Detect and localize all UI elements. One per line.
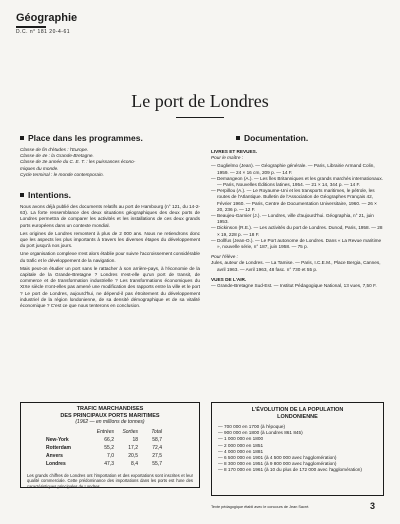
square-bullet-icon: [20, 193, 24, 197]
list-item: — 2 000 000 en 1851: [218, 442, 264, 448]
programme-line: miques du monde.: [20, 165, 59, 171]
intentions-paragraph: Nous avons déjà publié des documents relatifs au port de Hambourg (n° 121, du 14-2-63). La forte ressemblance des deux situations géographiques des deux ports de Londres permettra de comparer les activités et les installations de ces deux grands ports européens dans un contexte mondial.: [20, 204, 200, 228]
programme-line: Classe de 4e : la Grande-Bretagne.: [20, 153, 94, 159]
table-row: [45, 444, 163, 452]
section-programmes-heading: Place dans les programmes.: [20, 133, 200, 143]
list-item: — 4 000 000 en 1881: [218, 448, 264, 454]
square-bullet-icon: [236, 136, 240, 140]
reference-code: D.C. n° 181 20-4-61: [16, 29, 71, 35]
table-cell: 8,4: [131, 461, 138, 467]
table-cell: 18: [132, 437, 138, 443]
trafic-table-subtitle: (1962 — en millions de tonnes): [75, 419, 145, 425]
table-cell: 66,2: [104, 437, 114, 443]
title-divider: [176, 117, 224, 118]
table-cell: 7,0: [107, 453, 114, 459]
bibliography-entry: — Grande-Bretagne Sud-Est. — Institut Pédagogique National, 13 vues, 7,50 F.: [211, 283, 377, 289]
rubric-title: Géographie: [16, 12, 78, 24]
population-table-title: L'ÉVOLUTION DE LA POPULATION: [251, 407, 344, 413]
list-item: — 700 000 en 1700 (à l'époque): [218, 424, 286, 429]
programme-line: Classe de fin d'études : l'Europe.: [20, 147, 89, 152]
intentions-paragraph: Mais peut-on étudier un port sans le rattacher à son arrière-pays, à l'économie de la capitale de la Grande-Bretagne ? Londres n'est-elle qu'un port de transit, de commerce et de transformation industrielle ? Les transformations économiques du XIXe siècle n'ont-elles pas amené une modification des rapports entre la ville et le port ? Le port de Londres, aujourd'hui, ne dépend-il pas étroitement du développement industriel de la région londonienne, de sa densité démographique et de sa vitalité économique ? C'est ce que nous tenterons en conclusion.: [20, 265, 200, 309]
students-label: Pour l'élève :: [211, 254, 238, 260]
table-row: [45, 460, 163, 468]
table-cell: 55,7: [152, 461, 162, 467]
list-item: — 8 170 000 en 1961 (à 10 du plus de 172 000 avec l'agglomération): [218, 467, 362, 473]
table-header-cell: Entrées: [96, 429, 114, 435]
square-bullet-icon: [20, 136, 24, 140]
bibliography-entry: — Demangeon (A.). — Les Îles Britanniques et les grands marchés internationaux. — Paris, Nouvelles Éditions latines, 1954. — 21 × 14, 344 p. — 14 F.: [211, 175, 383, 188]
table-header-cell: [45, 428, 91, 436]
table-cell: Rotterdam: [46, 445, 72, 451]
list-item: — 6 500 000 en 1901 (à 4 500 000 avec l'agglomération): [218, 455, 337, 461]
list-item: — 1 000 000 en 1800: [218, 436, 264, 442]
intentions-paragraph: Une organisation complexe s'est alors établie pour suivre l'accroissement considérable du trafic et le développement de la navigation.: [20, 251, 201, 263]
bibliography-entry: — Perpillou (A.). — Le Royaume-Uni et les transports maritimes, le pétrole, les routes de l'Atlantique. Bulletin de l'Association de Géographes Français 42, Février 1960. — Paris, Centre de Documentation Universitaire, 1960. — 26 × 20, 236 p. — 12 F.: [211, 188, 377, 212]
table-row: [45, 436, 163, 444]
bibliography-entry: — Dickinson (R.E.). — Les activités du port de Londres. Dunod, Paris, 1958. — 28 × 19, 228 p. — 18 F.: [211, 225, 383, 237]
trafic-table-title: TRAFIC MARCHANDISES: [76, 406, 144, 412]
table-header-row: [45, 428, 163, 436]
table-cell: Londres: [46, 461, 66, 467]
trafic-table-box: [20, 402, 200, 488]
programme-line: Classe de 3e année du C. E. T. : les puissances écono-: [20, 159, 136, 165]
list-item: — 900 000 en 1800 (à Londres 861 845): [218, 430, 303, 436]
table-cell: Anvers: [46, 453, 63, 459]
page-number: 3: [370, 501, 376, 511]
master-label: Pour le maître :: [211, 155, 244, 161]
bibliography-entry: — Dollfus (Jean-O.). — Le Port autonome de Londres. Dans « La Revue maritime », nouvelle série, n° 187, juin 1958. — 75 p.: [211, 237, 382, 250]
section-documentation-heading: Documentation.: [211, 133, 384, 143]
table-cell: 55,2: [104, 445, 114, 451]
trafic-table: [45, 428, 163, 468]
programme-line: Cycle terminal : le monde contemporain.: [20, 171, 104, 177]
page-title: Le port de Londres: [131, 91, 269, 111]
bibliography-entry: Jules, auteur de Londres. — La Tamise. — Paris, I.C.E.M., Place Bergia, Cannes, avril 1963. — Avril 1963, 48 fasc. n° 730 et 55 p.: [211, 260, 381, 272]
table-cell: 17,2: [128, 445, 138, 451]
table-row: [45, 452, 163, 460]
table-cell: New-York: [46, 437, 69, 443]
population-table-title: LONDONIENNE: [277, 413, 318, 420]
right-column: [211, 133, 384, 289]
table-cell: 27,5: [152, 453, 162, 459]
table-cell: 72,4: [152, 445, 162, 451]
bibliography-entry: — Guglielmo (Jean). — Géographie générale. — Paris, Librairie Armand Colin, 1959. — 24 × 16 cm, 209 p. — 14 F.: [211, 163, 375, 175]
section-intentions-heading: Intentions.: [20, 190, 200, 200]
bibliography-entry: — Beaujeu-Garnier (J.). — Londres, ville d'aujourd'hui. Géographia, n° 21, juin 1953.: [211, 213, 374, 225]
table-cell: 20,5: [128, 453, 138, 459]
list-item: — 8 300 000 en 1951 (à 9 800 000 avec l'agglomération): [218, 461, 337, 467]
table-cell: 47,3: [104, 461, 114, 467]
table-header-cell: Total: [151, 429, 162, 435]
trafic-table-title: DES PRINCIPAUX PORTS MARITIMES: [60, 412, 160, 419]
books-heading: LIVRES ET REVUES.: [211, 149, 258, 154]
population-table-box: [211, 402, 384, 496]
table-header-cell: Sorties: [122, 429, 138, 435]
maps-heading: VUES DE L'AIR.: [211, 276, 247, 282]
left-column: [20, 133, 200, 311]
rubric-underline: [16, 26, 46, 28]
intentions-paragraph: Les origines de Londres remontent à plus de 2 000 ans. Nous ne retiendrons donc que les aspects les plus importants à travers les diverses étapes du développement du port jusqu'à nos jours.: [20, 230, 200, 249]
footer-note: Texte pédagogique établi avec le concours de Jean Sacré.: [211, 505, 310, 509]
table-cell: 58,7: [152, 437, 162, 443]
trafic-table-note: Les grands chiffres de Londres ont l'importation et des exportations sont inscrites et leur qualité commerciale. Cette prédominance des importations dans les ports est l'une des caractéristiques principales de Londres.: [27, 473, 193, 489]
